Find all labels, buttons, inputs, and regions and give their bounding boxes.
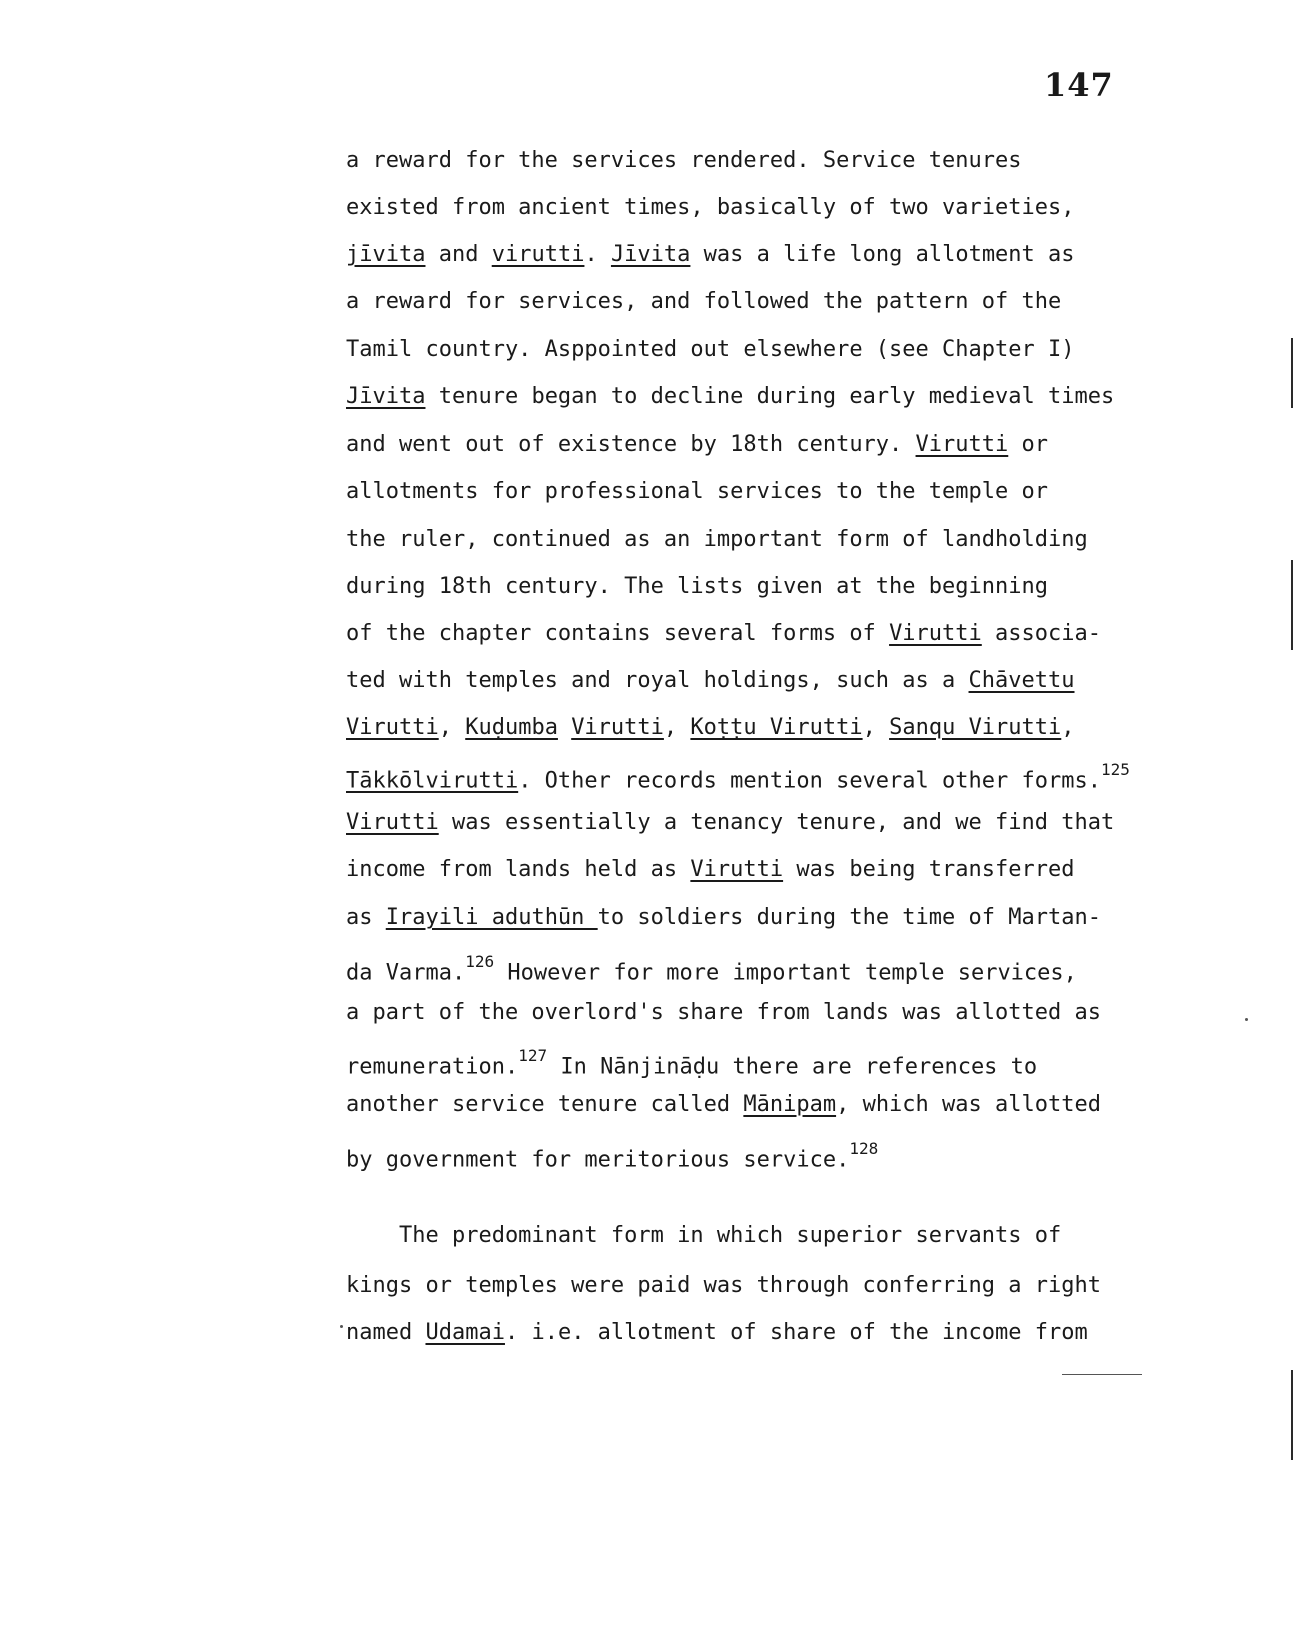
text-span: named <box>346 1320 426 1345</box>
text-line-24: kings or temples were paid was through conferring a right <box>346 1273 1101 1298</box>
footnote-ref-127: 127 <box>518 1046 548 1065</box>
text-span: was essentially a tenancy tenure, and we find that <box>438 810 1115 835</box>
text-span: da Varma. <box>346 960 466 986</box>
text-span: was being transferred <box>783 857 1075 882</box>
text-line-3 <box>346 242 1075 268</box>
scan-speck <box>1245 1018 1248 1021</box>
term-virutti: Virutti <box>915 432 1009 457</box>
text-line-21 <box>346 1092 1101 1118</box>
term-jivita: Jīvita <box>610 242 691 267</box>
text-line-19: a part of the overlord's share from lands was allotted as <box>346 1000 1101 1025</box>
term-takkolvirutti: Tākkōlvirutti <box>346 768 519 794</box>
text-line-4: a reward for services, and followed the pattern of the <box>346 289 1062 314</box>
text-span: However for more important temple services, <box>494 960 1077 986</box>
text-line-7 <box>346 432 1048 458</box>
text-line-18 <box>346 953 1077 986</box>
page-number: 147 <box>1044 66 1114 104</box>
text-span: of the chapter contains several forms of <box>346 621 890 646</box>
term-kudumba: Kuḍumba <box>465 715 558 740</box>
term-chavettu: Chāvettu <box>968 668 1075 693</box>
text-span: as <box>346 905 386 930</box>
text-line-5: Tamil country. Asppointed out elsewhere (see Chapter I) <box>346 337 1075 362</box>
text-line-8: allotments for professional services to the temple or <box>346 479 1048 504</box>
text-span: tenure began to decline during early medieval times <box>425 384 1115 409</box>
text-span: and went out of existence by 18th century. <box>346 432 916 457</box>
text-span: and <box>425 242 492 267</box>
term-virutti: Virutti <box>571 715 664 740</box>
text-line-12 <box>346 668 1075 694</box>
term-sanqu-virutti: Sanqu Virutti <box>889 715 1062 740</box>
text-line-10: during 18th century. The lists given at the beginning <box>346 574 1048 599</box>
term-kottu-virutti: Koṭṭu Virutti <box>690 715 863 740</box>
text-span: . Other records mention several other forms. <box>518 768 1101 794</box>
text-line-16 <box>346 857 1075 883</box>
text-line-2: existed from ancient times, basically of two varieties, <box>346 195 1075 220</box>
text-span: to soldiers during the time of Martan- <box>597 905 1101 930</box>
footnote-ref-126: 126 <box>465 952 495 971</box>
text-span: by government for meritorious service. <box>346 1147 850 1173</box>
text-span: income from lands held as <box>346 857 691 882</box>
text-span: or <box>1008 432 1049 457</box>
text-span: associa- <box>981 621 1101 646</box>
text-span: , <box>438 715 466 740</box>
text-span: , <box>862 715 890 740</box>
text-line-6 <box>346 384 1114 410</box>
term-virutti: virutti <box>491 242 585 267</box>
text-line-15 <box>346 810 1114 836</box>
term-virutti: Virutti <box>346 715 439 740</box>
text-line-20 <box>346 1047 1037 1080</box>
term-virutti: Virutti <box>690 857 784 882</box>
term-virutti: Virutti <box>346 810 439 835</box>
term-jivita: jīvita <box>346 242 426 267</box>
term-manipam: Mānipam <box>743 1092 837 1117</box>
text-span: remuneration. <box>346 1054 519 1080</box>
text-line-11 <box>346 621 1101 647</box>
text-span: ted with temples and royal holdings, such as a <box>346 668 969 693</box>
scan-stroke <box>1062 1374 1142 1375</box>
text-line-13 <box>346 715 1075 741</box>
term-jivita: Jīvita <box>346 384 426 409</box>
text-span: In Nānjināḍu there are references to <box>547 1054 1038 1080</box>
text-span: , <box>1061 715 1075 740</box>
text-line-17 <box>346 905 1101 931</box>
text-line-22 <box>346 1140 878 1173</box>
text-span: was a life long allotment as <box>690 242 1075 267</box>
text-span: another service tenure called <box>346 1092 744 1117</box>
text-line-25 <box>346 1320 1088 1346</box>
text-span: . <box>584 242 611 267</box>
text-span: , which was allotted <box>836 1092 1101 1117</box>
term-udamai: Udamai <box>425 1320 505 1345</box>
term-virutti: Virutti <box>889 621 982 646</box>
scan-speck <box>340 1325 343 1328</box>
text-span: . i.e. allotment of share of the income from <box>504 1320 1088 1345</box>
text-span: , <box>663 715 691 740</box>
footnote-ref-128: 128 <box>849 1139 879 1158</box>
term-irayili-aduthun: Irayili aduthūn <box>385 905 598 930</box>
footnote-ref-125: 125 <box>1100 760 1130 779</box>
text-line-23: The predominant form in which superior servants of <box>346 1223 1062 1248</box>
text-span <box>558 715 571 740</box>
text-line-14 <box>346 761 1130 794</box>
text-line-9: the ruler, continued as an important form of landholding <box>346 527 1088 552</box>
text-line-1: a reward for the services rendered. Service tenures <box>346 148 1022 173</box>
